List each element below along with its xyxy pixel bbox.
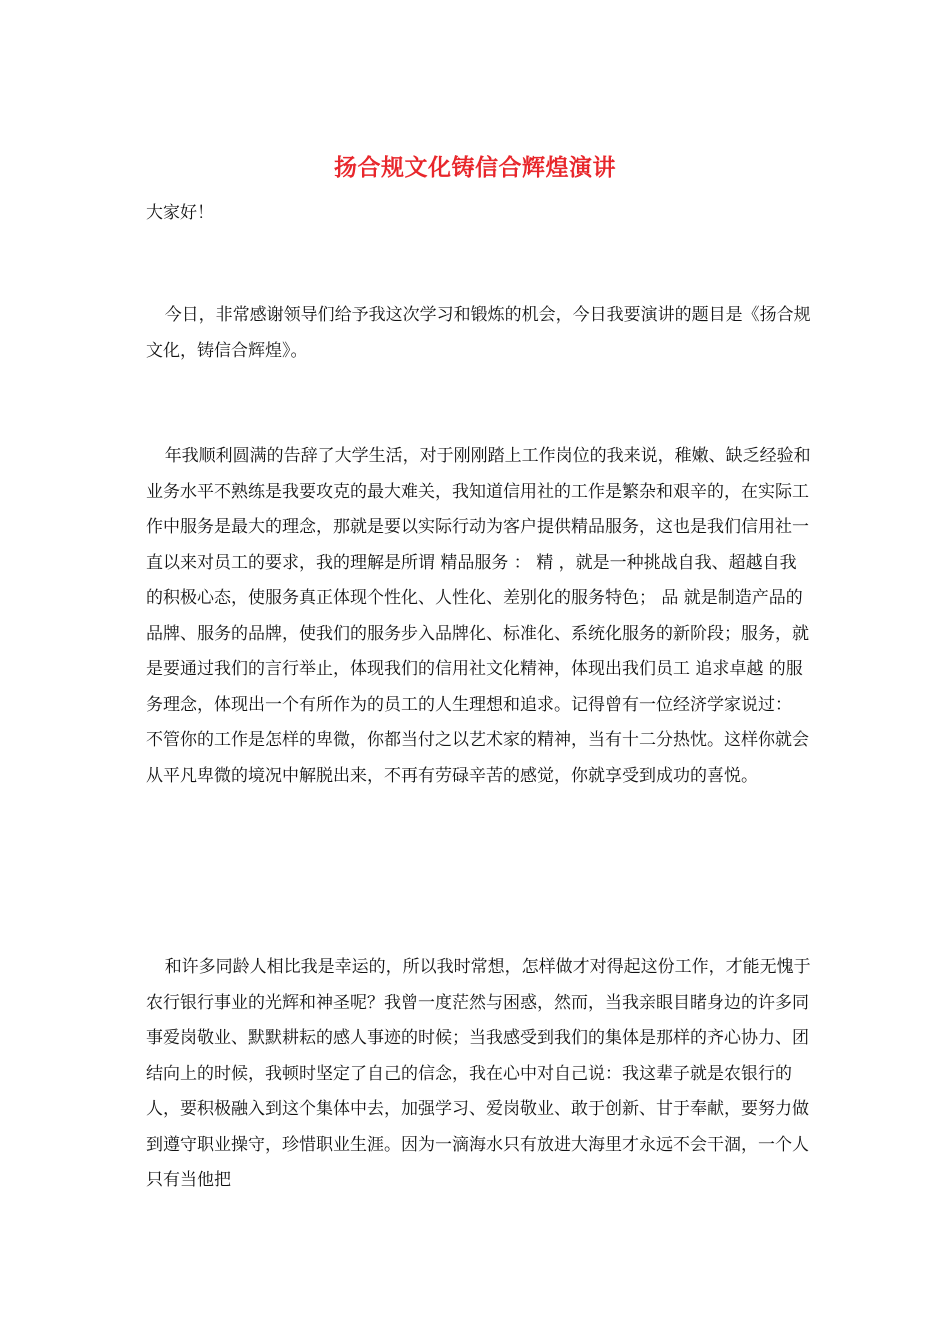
paragraph: 和许多同龄人相比我是幸运的，所以我时常想，怎样做才对得起这份工作，才能无愧于农行银行事业的光辉和神圣呢？我曾一度茫然与困惑，然而，当我亲眼目睹身边的许多同事爱岗敬业、默默耕耘的感人事迹的时候；当我感受到我们的集体是那样的齐心协力、团结向上的时候，我顿时坚定了自己的信念，我在心中对自己说：我这辈子就是农银行的人，要积极融入到这个集体中去，加强学习、爱岗敬业、敢于创新、甘于奉献，要努力做到遵守职业操守，珍惜职业生涯。因为一滴海水只有放进大海里才永远不会干涸，一个人只有当他把 xyxy=(146,957,811,1190)
greeting-line: 大家好！ xyxy=(146,203,214,223)
paragraph: 今日，非常感谢领导们给予我这次学习和锻炼的机会，今日我要演讲的题目是《扬合规文化，铸信合辉煌》。 xyxy=(146,305,811,361)
document-title: 扬合规文化铸信合辉煌演讲 xyxy=(334,154,616,181)
paragraph: 年我顺利圆满的告辞了大学生活，对于刚刚踏上工作岗位的我来说，稚嫩、缺乏经验和业务水平不熟练是我要攻克的最大难关，我知道信用社的工作是繁杂和艰辛的，在实际工作中服务是最大的理念，那就是要以实际行动为客户提供精品服务，这也是我们信用社一直以来对员工的要求，我的理解是所谓 精品服务 ： 精 ，就是一种挑战自我、超越自我的积极心态，使服务真正体现个性化、人性化、差别化的服务特色； 品 就是制造产品的品牌、服务的品牌，使我们的服务步入品牌化、标准化、系统化服务的新阶段；服务，就是要通过我们的言行举止，体现我们的信用社文化精神，体现出我们员工 追求卓越 的服务理念，体现出一个有所作为的员工的人生理想和追求。记得曾有一位经济学家说过： 不管你的工作是怎样的卑微，你都当付之以艺术家的精神，当有十二分热忱。这样你就会从平凡卑微的境况中解脱出来，不再有劳碌辛苦的感觉，你就享受到成功的喜悦。 xyxy=(146,446,811,786)
